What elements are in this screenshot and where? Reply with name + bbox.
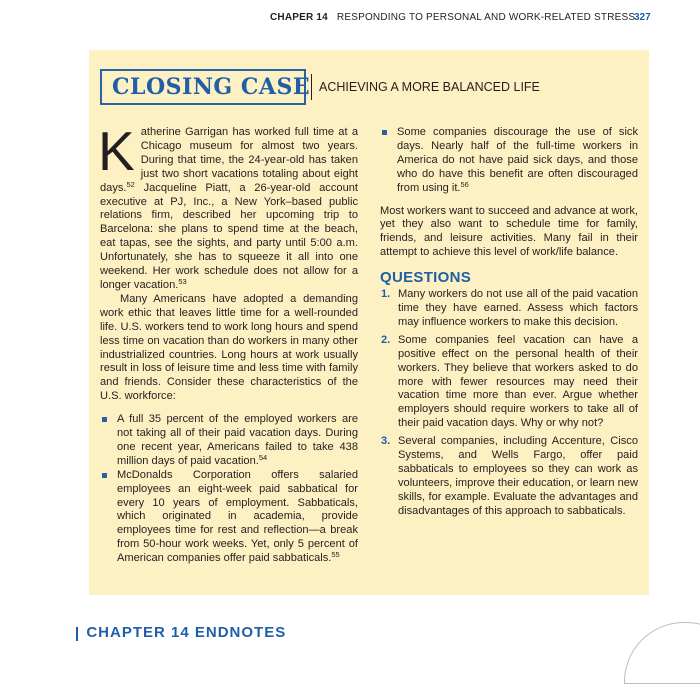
chapter-title: RESPONDING TO PERSONAL AND WORK-RELATED STRESS	[336, 12, 636, 23]
questions-heading: QUESTIONS	[380, 269, 472, 287]
closing-case-label-box	[100, 69, 311, 105]
question-text: Some companies feel vacation can have a positive effect on the personal health of their workers. They believe that workers asked to do more with fewer resources may need their vacation time more than ever. Argue whether employers should require workers to take all of their paid vacation days. Why or why not?	[398, 333, 638, 430]
page-number: 327	[634, 12, 651, 23]
endnotes-heading	[76, 624, 286, 641]
endnote-ref-52: 52	[126, 179, 135, 189]
endnote-ref-55: 55	[331, 550, 340, 560]
bullet-marker	[102, 473, 107, 478]
endnote-ref-53: 53	[178, 276, 187, 286]
question-text: Many workers do not use all of the paid vacation time they have earned. Assess which factors may influence workers to make this decision.	[398, 288, 638, 328]
workforce-paragraph: Many Americans have adopted a demanding work ethic that leaves little time for a well-rounded life. U.S. workers tend to work long hours and spend less time on vacation than do workers in many other industrialized countries. Long hours at work usually result in loss of leisure time and less time with family and friends. Consider these characteristics of the U.S. workforce:	[100, 292, 358, 403]
running-head	[270, 12, 635, 23]
endnotes-heading-text: CHAPTER 14 ENDNOTES	[86, 624, 287, 641]
question-item	[380, 334, 638, 431]
endnote-ref-54: 54	[258, 452, 268, 462]
corner-decoration	[624, 622, 700, 684]
closing-case-label: CLOSING CASE	[112, 74, 311, 100]
right-column	[380, 126, 638, 523]
list-item-text: Some companies discourage the use of sick days. Nearly half of the full-time workers in America do not have paid sick days, and those who do have this benefit are often discouraged from using it.	[397, 126, 638, 194]
list-item-text: McDonalds Corporation offers salaried employees an eight-week paid sabbatical for every 10 years of employment. Sabbaticals, which originated in academia, provide employees time for rest and reflection—a break from 50-hour work weeks. Yet, only 5 percent of American companies offer paid sabbaticals.	[117, 468, 358, 565]
list-item	[100, 413, 358, 469]
questions-list	[380, 288, 638, 519]
bullet-marker	[382, 130, 387, 135]
list-item	[380, 126, 638, 196]
intro-paragraph	[98, 120, 358, 293]
question-number: 1.	[381, 288, 391, 301]
list-item-text: A full 35 percent of the employed workers are not taking all of their paid vacation days. During one recent year, Americans failed to take 438 million days of paid vacation.	[117, 413, 358, 467]
intro-text-1: atherine Garrigan has worked full time at a Chicago museum for almost two years. During that time, the 24-year-old has taken just two short vacations totaling about eight days.	[100, 126, 358, 194]
question-number: 2.	[381, 333, 391, 346]
question-text: Several companies, including Accenture, Cisco Systems, and Wells Fargo, offer paid sabbaticals to employees so they can work as volunteers, improve their education, or learn new skills, for example. Evaluate the advantages and disadvantages of this approach to sabbaticals.	[398, 435, 638, 517]
workforce-list	[100, 413, 358, 566]
intro-text-2: Jacqueline Piatt, a 26-year-old account executive at PJ, Inc., a New York–based public relations firm, described her upcoming trip to Barcelona: she plans to spend time at the beach, eat tapas, see the sights, and party until 5:00 a.m. Unfortunately, she has to squeeze it all into one weekend. Her work schedule does not allow for a longer vacation.	[100, 181, 358, 291]
balance-paragraph: Most workers want to succeed and advance at work, yet they also want to schedule time for family, friends, and leisure activities. Many fail in their attempt to achieve this level of work/life balance.	[380, 204, 638, 259]
endnote-ref-56: 56	[460, 179, 469, 189]
left-column	[98, 120, 358, 566]
sick-days-list	[380, 126, 638, 196]
chapter-label: CHAPER 14	[270, 12, 328, 23]
list-item	[100, 469, 358, 566]
drop-cap: K	[98, 120, 135, 182]
case-subtitle: ACHIEVING A MORE BALANCED LIFE	[319, 80, 540, 94]
title-divider	[311, 74, 312, 100]
question-item	[380, 435, 638, 518]
bullet-marker	[102, 417, 107, 422]
question-item	[380, 288, 638, 330]
question-number: 3.	[381, 435, 391, 448]
